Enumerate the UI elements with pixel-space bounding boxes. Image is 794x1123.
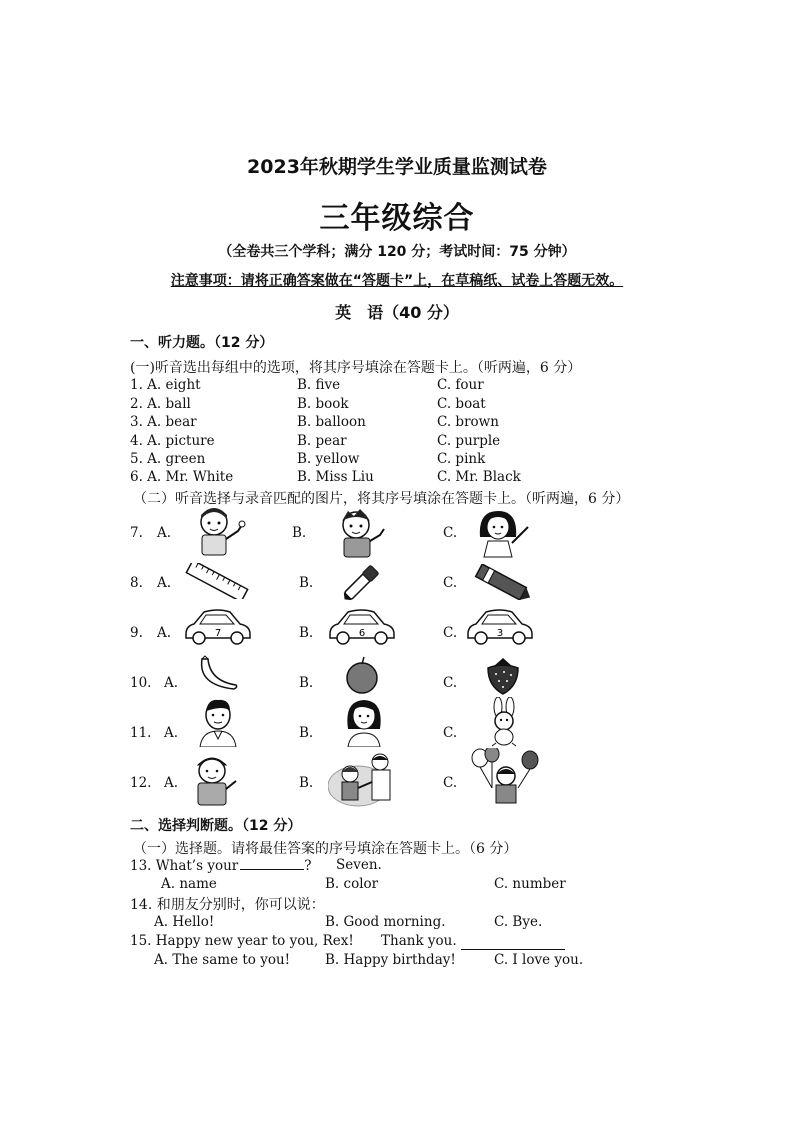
boy-with-hat-icon: [186, 751, 240, 807]
exam-info: （全卷共三个学科；满分 120 分；考试时间：75 分钟）: [218, 244, 576, 260]
car-icon: [182, 606, 254, 646]
q11-option-b: B.: [299, 725, 314, 741]
q13-stem: [130, 857, 311, 874]
q8-number: 8.: [130, 575, 143, 591]
q13-option-b: B. color: [325, 876, 379, 892]
q13-stem-text: 13. What’s your: [130, 858, 239, 874]
q7-option-c: C.: [443, 525, 458, 541]
boy-waving-icon: [330, 507, 392, 559]
list-item-c: C. purple: [437, 433, 501, 449]
boy-waving-icon: [190, 507, 252, 559]
q13-option-a: A. name: [161, 876, 217, 892]
woman-icon: [340, 697, 388, 747]
ruler-icon: [184, 563, 250, 599]
strawberry-icon: [484, 656, 522, 696]
q7-option-b: B.: [292, 525, 307, 541]
q15-option-b: B. Happy birthday!: [325, 952, 456, 968]
crayon-icon: [468, 564, 534, 600]
list-item-a: 3. A. bear: [130, 414, 197, 430]
q13-reply: Seven.: [336, 857, 382, 873]
boy-with-balloons-icon: [470, 748, 540, 808]
q14-option-b: B. Good morning.: [325, 914, 446, 930]
girl-waving-icon: [474, 507, 536, 559]
list-item-b: B. balloon: [297, 414, 366, 430]
car-number-label: 7: [214, 628, 222, 639]
exam-subtitle: 三年级综合: [319, 201, 475, 236]
pen-icon: [338, 560, 386, 604]
q15-option-c: C. I love you.: [494, 952, 584, 968]
list-item-b: B. Miss Liu: [297, 469, 374, 485]
q11-option-c: C.: [443, 725, 458, 741]
car-icon: [464, 606, 536, 646]
part2-sub1: （一）选择题。请将最佳答案的序号填涂在答题卡上。（6 分）: [133, 841, 518, 857]
q8-option-b: B.: [299, 575, 314, 591]
q9-number: 9.: [130, 625, 143, 641]
list-item-c: C. brown: [437, 414, 499, 430]
list-item-a: 6. A. Mr. White: [130, 469, 234, 485]
car-icon: [326, 606, 398, 646]
q11-number: 11.: [130, 725, 152, 741]
exam-notice: 注意事项：请将正确答案做在“答题卡”上，在草稿纸、试卷上答题无效。: [170, 273, 624, 289]
q11-option-a: A.: [164, 725, 179, 741]
list-item-a: 5. A. green: [130, 451, 206, 467]
list-item-c: C. pink: [437, 451, 486, 467]
q10-option-b: B.: [299, 675, 314, 691]
q9-option-c: C.: [443, 625, 458, 641]
list-item-a: 4. A. picture: [130, 433, 215, 449]
list-item-a: 2. A. ball: [130, 396, 191, 412]
q7-number: 7.: [130, 525, 143, 541]
rabbit-icon: [482, 697, 526, 747]
q9-option-b: B.: [299, 625, 314, 641]
subject-heading: 英 语（40 分）: [335, 303, 459, 322]
q10-option-c: C.: [443, 675, 458, 691]
q14-option-c: C. Bye.: [494, 914, 543, 930]
q12-option-c: C.: [443, 775, 458, 791]
q14-stem: 14. 和朋友分别时，你可以说：: [130, 897, 325, 913]
part1-sub1: (一)听音选出每组中的选项，将其序号填涂在答题卡上。（听两遍，6 分）: [130, 360, 582, 376]
list-item-b: B. five: [297, 377, 341, 393]
q15-stem: 15. Happy new year to you, Rex!: [130, 933, 354, 949]
list-item-c: C. four: [437, 377, 484, 393]
banana-icon: [196, 655, 242, 695]
car-number-label: 6: [358, 628, 366, 639]
q7-option-a: A.: [157, 525, 172, 541]
q10-option-a: A.: [164, 675, 179, 691]
part2-title: 二、选择判断题。（12 分）: [130, 818, 302, 834]
q10-number: 10.: [130, 675, 152, 691]
q13-option-c: C. number: [494, 876, 566, 892]
exam-title: 2023年秋期学生学业质量监测试卷: [247, 156, 547, 178]
q14-option-a: A. Hello!: [154, 914, 215, 930]
part1-sub2: （二）听音选择与录音匹配的图片，将其序号填涂在答题卡上。（听两遍，6 分）: [133, 491, 630, 507]
q8-option-c: C.: [443, 575, 458, 591]
list-item-b: B. yellow: [297, 451, 360, 467]
q12-option-b: B.: [299, 775, 314, 791]
q15-option-a: A. The same to you!: [154, 952, 291, 968]
q15-reply: Thank you.: [381, 933, 457, 949]
list-item-c: C. boat: [437, 396, 486, 412]
list-item-a: 1. A. eight: [130, 377, 201, 393]
part1-title: 一、听力题。（12 分）: [130, 335, 274, 351]
car-number-label: 3: [496, 628, 504, 639]
q12-option-a: A.: [164, 775, 179, 791]
list-item-b: B. book: [297, 396, 349, 412]
q9-option-a: A.: [157, 625, 172, 641]
list-item-c: C. Mr. Black: [437, 469, 521, 485]
q12-number: 12.: [130, 775, 152, 791]
man-icon: [194, 697, 242, 747]
family-greeting-icon: [328, 750, 398, 808]
answer-blank: [240, 857, 304, 870]
apple-icon: [342, 655, 382, 695]
list-item-b: B. pear: [297, 433, 347, 449]
q8-option-a: A.: [157, 575, 172, 591]
q13-mark: ?: [304, 858, 312, 874]
